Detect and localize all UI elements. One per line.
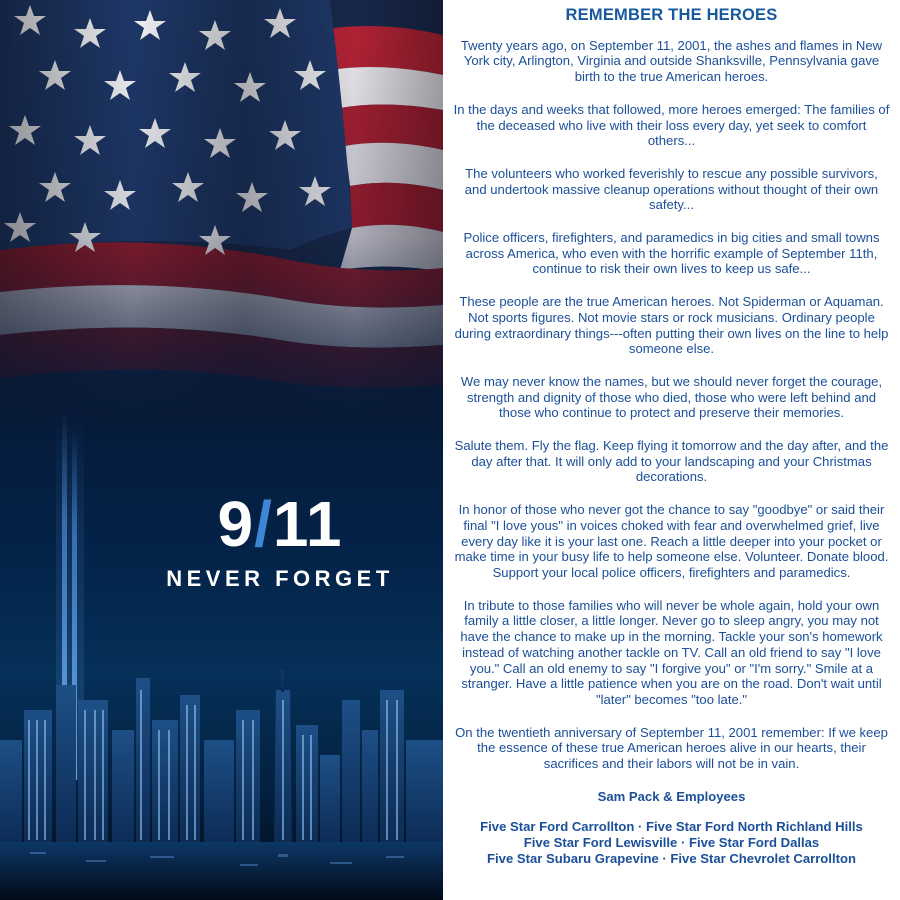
paragraph: Police officers, firefighters, and paramedics in big cities and small towns across America, who even with the horrific example of September 11th, continue to risk their own lives to keep us safe... xyxy=(463,230,880,277)
memorial-poster xyxy=(0,0,443,900)
city-skyline-image xyxy=(0,670,443,900)
dealer-line: Five Star Ford Lewisville · Five Star Ford Dallas xyxy=(523,835,820,851)
dealer-line: Five Star Ford Carrollton · Five Star Ford North Richland Hills xyxy=(480,819,863,835)
paragraph: Salute them. Fly the flag. Keep flying it tomorrow and the day after, and the day after that. It will only add to your landscaping and your Christmas decorations. xyxy=(454,438,889,485)
title-eleven: 11 xyxy=(272,488,343,560)
paragraph: In honor of those who never got the chance to say "goodbye" or said their final "I love yous" in voices choked with fear and overwhelmed grief, live every day like it is your last one. Reach a little deeper into your pocket or make time in your busy life to help someone else. Volunteer. Donate blood. Support your local police officers, firefighters and paramedics. xyxy=(454,502,889,580)
never-forget-tagline: NEVER FORGET xyxy=(166,566,394,591)
paragraph: In tribute to those families who will never be whole again, hold your own family a little closer, a little longer. Never go to sleep angry, you may not have the chance to make up in the morning. Tackle your son's homework instead of watching another tackle on TV. Call an old friend to say "I love you." Call an old enemy to say "I forgive you" or "I'm sorry." Smile at a stranger. Have a little patience when you are on the road. Don't wait until "later" becomes "too late." xyxy=(460,597,883,707)
title-nine: 9 xyxy=(217,488,255,560)
paragraph: On the twentieth anniversary of September 11, 2001 remember: If we keep the essence of these true American heroes alive in our hearts, their sacrifices and their labors will not be in vain. xyxy=(455,724,888,772)
dealer-line: Five Star Subaru Grapevine · Five Star Chevrolet Carrollton xyxy=(487,850,856,866)
american-flag-image xyxy=(0,0,443,430)
paragraph: In the days and weeks that followed, more heroes emerged: The families of the deceased who live with their loss every day, yet seek to comfort others... xyxy=(453,101,890,149)
nine-eleven-title xyxy=(0,487,443,561)
signature: Sam Pack & Employees xyxy=(597,788,746,804)
paragraph: We may never know the names, but we should never forget the courage, strength and dignity of those who died, those who were left behind and those who continue to protect and preserve their memories. xyxy=(460,373,883,421)
page-heading: REMEMBER THE HEROES xyxy=(565,6,778,24)
paragraph: Twenty years ago, on September 11, 2001, the ashes and flames in New York city, Arlington, Virginia and outside Shanksville, Pennsylvania gave birth to the true American heroes. xyxy=(460,37,883,85)
title-slash: / xyxy=(254,488,273,560)
paragraph: The volunteers who worked feverishly to rescue any possible survivors, and undertook massive cleanup operations without thought of their own safety... xyxy=(464,165,879,213)
tribute-text-panel xyxy=(443,0,900,900)
paragraph: These people are the true American heroes. Not Spiderman or Aquaman. Not sports figures. Not movie stars or rock musicians. Ordinary people during extraordinary things---often putting their own lives on the line to help someone else. xyxy=(454,294,889,357)
